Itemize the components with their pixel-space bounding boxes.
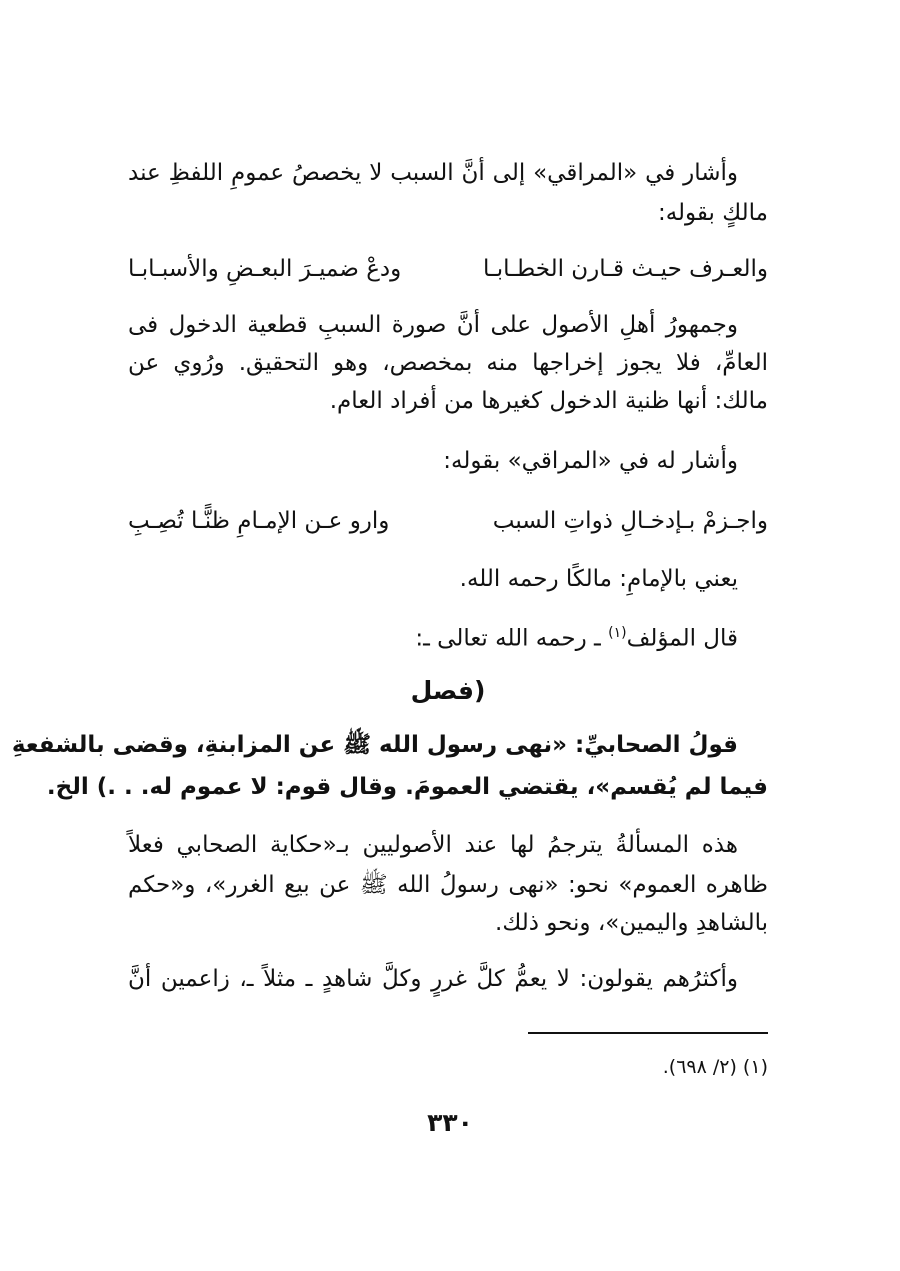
verse-hemistich-left: وارو عـن الإمـامِ ظنًّـا تُصِـبِ <box>128 508 390 534</box>
footnote-divider <box>528 1032 768 1034</box>
footnote-marker: (١) <box>608 625 627 641</box>
paragraph-line: بالشاهدِ واليمين»، ونحو ذلك. <box>495 910 768 936</box>
paragraph-line: مالكٍ بقوله: <box>657 200 768 226</box>
footnote: (١) (٢/ ٦٩٨). <box>662 1056 768 1078</box>
paragraph-line: هذه المسألةُ يترجمُ لها عند الأصوليين بـ«حكاية الصحابي فعلاً <box>128 832 738 858</box>
quoted-text-line: فيما لم يُقسم»، يقتضي العمومَ. وقال قوم: لا عموم له. . .) الخ. <box>46 774 768 800</box>
verse-hemistich-left: ودعْ ضميـرَ البعـضِ والأسبـابـا <box>128 256 402 282</box>
paragraph-line: ظاهره العموم» نحو: «نهى رسولُ الله ﷺ عن بيع الغرر»، و«حكم <box>128 872 768 898</box>
section-heading: (فصل <box>410 676 486 705</box>
author-tail: ـ رحمه الله تعالى ـ: <box>415 625 609 652</box>
verse-hemistich-right: واجـزمْ بـإدخـالِ ذواتِ السبب <box>492 508 768 534</box>
page-number: ٣٣٠ <box>427 1108 473 1137</box>
paragraph-line: وأشار له في «المراقي» بقوله: <box>443 448 738 474</box>
paragraph-line: وأشار في «المراقي» إلى أنَّ السبب لا يخصصُ عمومِ اللفظِ عند <box>128 160 738 186</box>
paragraph-line: مالك: أنها ظنية الدخول كغيرها من أفراد العام. <box>329 388 768 414</box>
verse-hemistich-right: والعـرف حيـث قـارن الخطـابـا <box>482 256 768 282</box>
paragraph-line: العامِّ، فلا يجوز إخراجها منه بمخصص، وهو التحقيق. ورُوي عن <box>128 350 768 376</box>
paragraph-line: وجمهورُ أهلِ الأصول على أنَّ صورة السببِ قطعية الدخول فى <box>128 312 738 338</box>
paragraph-line: وأكثرُهم يقولون: لا يعمُّ كلَّ غررٍ وكلَّ شاهدٍ ـ مثلاً ـ، زاعمين أنَّ <box>128 966 738 992</box>
author-label: قال المؤلف <box>626 625 738 652</box>
paragraph-line: يعني بالإمامِ: مالكًا رحمه الله. <box>459 566 738 592</box>
author-line <box>128 616 768 656</box>
quoted-text-line: قولُ الصحابيِّ: «نهى رسول الله ﷺ عن المزابنةِ، وقضى بالشفعةِ <box>11 732 738 758</box>
